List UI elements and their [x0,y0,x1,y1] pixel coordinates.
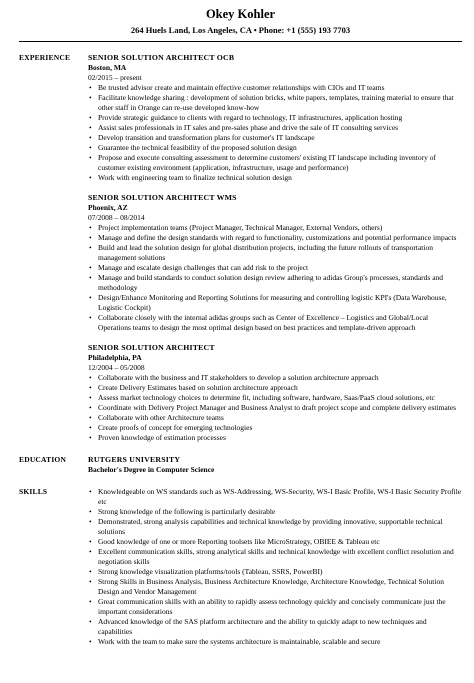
skill-item: • Work with the team to make sure the systems architecture is maintainable, scalable and secure [88,637,462,647]
experience-section [19,53,462,453]
job-location: Boston, MA [88,63,127,72]
skills-body [88,487,462,647]
job-entry [88,343,462,443]
section-label-experience: EXPERIENCE [19,53,71,62]
job-bullet: • Proven knowledge of estimation processes [88,433,462,443]
job-bullet: • Facilitate knowledge sharing : development of solution bricks, white papers, templates, training material to ensure that other staff in Orange can re-use developed know-how [88,93,462,113]
skill-item: • Strong knowledge of the following is particularly desirable [88,507,462,517]
job-bullet: • Project implementation teams (Project Manager, Technical Manager, External Vendors, others) [88,223,462,233]
job-bullet: • Develop transition and transformation plans for customer's IT landscape [88,133,462,143]
candidate-name: Okey Kohler [205,7,276,21]
job-title: SENIOR SOLUTION ARCHITECT WMS [88,193,237,202]
job-list [88,53,462,443]
header-divider [19,41,462,42]
degree: Bachelor's Degree in Computer Science [88,465,215,474]
skill-item: • Demonstrated, strong analysis capabilities and technical knowledge by providing innovative, supportable technical solutions [88,517,462,537]
school-name: RUTGERS UNIVERSITY [88,455,181,464]
job-entry [88,53,462,183]
job-bullet: • Collaborate with the business and IT stakeholders to develop a solution architecture approach [88,373,462,383]
job-bullet: • Collaborate closely with the internal adidas groups such as Center of Excellence – Logistics and Global/Local Operations teams to design the most optimal design based on best practices and template-driven approach [88,313,462,333]
skill-item: • Strong Skills in Business Analysis, Business Architecture Knowledge, Architecture Knowledge, Technical Solution Design and Vendor Management [88,577,462,597]
skills-list [88,487,462,647]
job-bullet: • Design/Enhance Monitoring and Reporting Solutions for measuring and controlling logistic KPI's (Data Warehouse, Logistic Cockpit) [88,293,462,313]
contact-line: 264 Huels Land, Los Angeles, CA • Phone: +1 (555) 193 7703 [130,25,351,35]
skill-item: • Excellent communication skills, strong analytical skills and technical knowledge with excellent conflict resolution and negotiation skills [88,547,462,567]
education-section [19,455,462,475]
job-dates: 07/2008 – 08/2014 [88,213,145,222]
job-bullet: • Assess market technology choices to determine fit, including software, hardware, Saas/PaaS cloud solutions, etc [88,393,462,403]
skill-item: • Strong knowledge visualization platforms/tools (Tableau, SSRS, PowerBI) [88,567,462,577]
skill-item: • Great communication skills with an ability to rapidly assess technology quickly and concisely communicate just the important considerations [88,597,462,617]
job-bullet: • Create Delivery Estimates based on solution architecture approach [88,383,462,393]
job-bullet: • Work with engineering team to finalize technical solution design [88,173,462,183]
job-location: Philadelphia, PA [88,353,142,362]
job-bullet: • Manage and escalate design challenges that can add risk to the project [88,263,462,273]
job-entry [88,193,462,333]
skill-item: • Advanced knowledge of the SAS platform architecture and the ability to quickly adapt to new techniques and capabilities [88,617,462,637]
job-dates: 12/2004 – 05/2008 [88,363,145,372]
skill-item: • Good knowledge of one or more Reporting toolsets like MicroStrategy, OBIEE & Tableau etc [88,537,462,547]
skill-item: • Knowledgeable on WS standards such as WS-Addressing, WS-Security, WS-I Basic Profile, WS-I Basic Security Profile etc [88,487,462,507]
job-dates: 02/2015 – present [88,73,142,82]
job-title: SENIOR SOLUTION ARCHITECT OCB [88,53,235,62]
job-bullet: • Create proofs of concept for emerging technologies [88,423,462,433]
job-bullet: • Manage and build standards to conduct solution design review adhering to adidas Group's processes, standards and methodology [88,273,462,293]
resume-header [19,0,462,36]
job-bullet: • Manage and define the design standards with regard to functionality, customizations and potential performance impacts [88,233,462,243]
job-bullet: • Propose and execute consulting assessment to determine customers' existing IT landscape including inventory of customer existing environment (application, infrastructure, usage and performance) [88,153,462,173]
job-bullet: • Build and lead the solution design for global distribution projects, including the future rollouts of transportation management solutions [88,243,462,263]
job-bullet: • Guarantee the technical feasibility of the proposed solution design [88,143,462,153]
job-location: Phoenix, AZ [88,203,128,212]
job-bullets [88,373,462,443]
section-label-education: EDUCATION [19,455,67,464]
job-bullet: • Provide strategic guidance to clients with regard to technology, IT infrastructures, application hosting [88,113,462,123]
job-bullet: • Collaborate with other Architecture teams [88,413,462,423]
experience-body [88,53,462,453]
job-title: SENIOR SOLUTION ARCHITECT [88,343,215,352]
job-bullets [88,83,462,183]
job-bullet: • Assist sales professionals in IT sales and pre-sales phase and drive the sale of IT consulting services [88,123,462,133]
job-bullets [88,223,462,333]
job-bullet: • Be trusted advisor create and maintain effective customer relationships with CIOs and IT teams [88,83,462,93]
job-bullet: • Coordinate with Delivery Project Manager and Business Analyst to draft project scope and complete delivery estimates [88,403,462,413]
education-body [88,455,462,475]
skills-section [19,487,462,647]
section-label-skills: SKILLS [19,487,48,496]
